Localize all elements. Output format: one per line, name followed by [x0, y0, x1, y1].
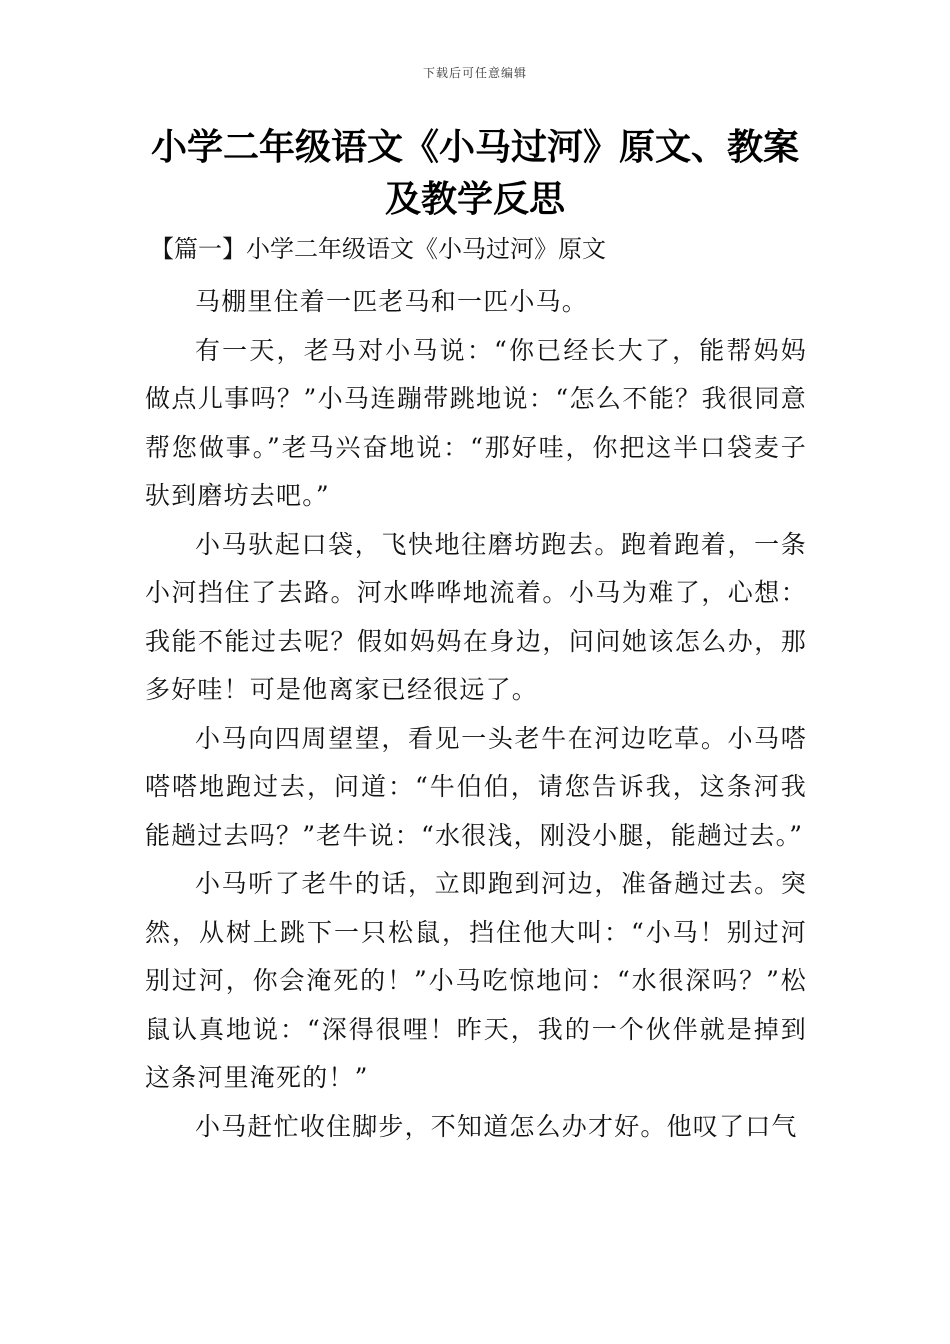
paragraph: 马棚里住着一匹老马和一匹小马。 — [195, 287, 589, 316]
paragraph: 有一天，老马对小马说：“你已经长大了，能帮妈妈做点儿事吗？”小马连蹦带跳地说：“怎么不能？我很同意帮您做事。”老马兴奋地说：“那好哇，你把这半口袋麦子驮到磨坊去吧。” — [145, 335, 807, 510]
paragraph: 小马向四周望望，看见一头老牛在河边吃草。小马嗒嗒嗒地跑过去，问道：“牛伯伯，请您告诉我，这条河我能趟过去吗？”老牛说：“水很浅，刚没小腿，能趟过去。” — [145, 723, 807, 850]
page-title: 小学二年级语文《小马过河》原文、教案及教学反思 — [150, 127, 799, 220]
header-note: 下载后可任意编辑 — [422, 66, 527, 80]
body-text — [145, 278, 807, 1151]
paragraph: 小马赶忙收住脚步，不知道怎么办才好。他叹了口气 — [195, 1111, 798, 1141]
paragraph: 小马听了老牛的话，立即跑到河边，准备趟过去。突然，从树上跳下一只松鼠，挡住他大叫：“小马！别过河别过河，你会淹死的！”小马吃惊地问：“水很深吗？”松鼠认真地说：“深得很哩！昨天，我的一个伙伴就是掉到这条河里淹死的！” — [145, 869, 807, 1092]
section-heading: 【篇一】小学二年级语文《小马过河》原文 — [150, 235, 606, 263]
paragraph: 小马驮起口袋，飞快地往磨坊跑去。跑着跑着，一条小河挡住了去路。河水哗哗地流着。小马为难了，心想：我能不能过去呢？假如妈妈在身边，问问她该怎么办，那多好哇！可是他离家已经很远了。 — [145, 529, 807, 704]
